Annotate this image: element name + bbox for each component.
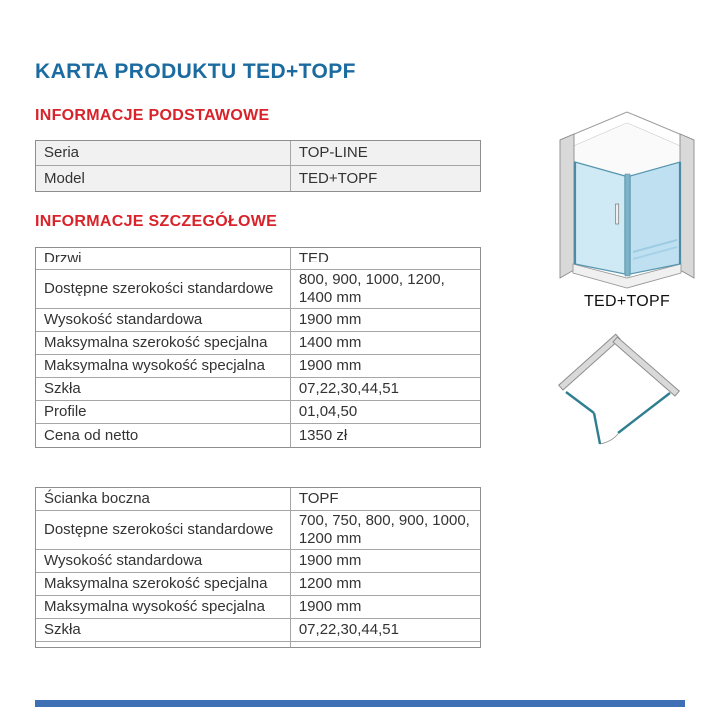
row-value: 1900 mm	[298, 598, 362, 615]
row-value: 07,22,30,44,51	[298, 380, 399, 397]
row-value: 07,22,30,44,51	[298, 621, 399, 638]
row-label: Maksymalna wysokość specjalna	[36, 355, 291, 377]
door-details-table	[35, 247, 481, 448]
table-row	[36, 332, 480, 355]
side-wall-details-table	[35, 487, 481, 648]
row-label: Model	[36, 166, 291, 191]
table-header-row	[36, 488, 480, 511]
row-value: 800, 900, 1000, 1200, 1400 mm	[298, 271, 445, 306]
table-row	[36, 378, 480, 401]
row-label: Maksymalna szerokość specjalna	[36, 332, 291, 354]
row-label: Maksymalna wysokość specjalna	[36, 596, 291, 618]
row-label: Wysokość standardowa	[36, 550, 291, 572]
header-value-text: TED	[298, 250, 329, 262]
page-title: KARTA PRODUKTU TED+TOPF	[35, 60, 356, 83]
row-value: 1200 mm	[298, 575, 362, 592]
shower-enclosure-isometric-figure	[553, 106, 701, 290]
door-handle-icon	[616, 204, 619, 224]
row-label: Seria	[36, 141, 291, 165]
footer-divider-bar	[35, 700, 685, 707]
table-row	[36, 596, 480, 619]
table-header-row	[36, 248, 480, 270]
header-label	[36, 248, 291, 269]
row-value: 01,04,50	[298, 403, 358, 420]
row-label: Szkła	[36, 378, 291, 400]
row-value: 1350 zł	[298, 426, 348, 444]
row-value: 1400 mm	[298, 334, 362, 351]
table-row	[36, 309, 480, 332]
table-row	[36, 619, 480, 642]
table-row	[36, 573, 480, 596]
table-row	[36, 511, 480, 550]
table-row	[36, 355, 480, 378]
row-label: Wysokość standardowa	[36, 309, 291, 331]
shower-enclosure-topview-icon	[553, 330, 701, 480]
shower-enclosure-topview-figure	[553, 330, 701, 480]
row-value: 1900 mm	[298, 357, 362, 374]
table-row	[36, 424, 480, 447]
section-heading-basic-info: INFORMACJE PODSTAWOWE	[35, 107, 270, 124]
row-value: 1900 mm	[298, 552, 362, 569]
row-label: Profile	[36, 401, 291, 423]
basic-info-table	[35, 140, 481, 192]
row-label: Cena od netto	[36, 424, 291, 447]
row-value: 1900 mm	[298, 311, 362, 328]
table-row	[36, 141, 480, 166]
table-row	[36, 401, 480, 424]
table-row-clipped	[36, 642, 480, 647]
figure-caption: TED+TOPF	[583, 293, 671, 310]
row-label: Maksymalna szerokość specjalna	[36, 573, 291, 595]
header-label: Ścianka boczna	[36, 488, 291, 510]
table-row	[36, 550, 480, 573]
row-label: Dostępne szerokości standardowe	[36, 270, 291, 308]
row-value: TOP-LINE	[298, 144, 368, 161]
shower-enclosure-3d-icon	[553, 106, 701, 290]
row-value: TED+TOPF	[298, 169, 378, 187]
row-label: Szkła	[36, 619, 291, 641]
table-row	[36, 166, 480, 191]
section-heading-details: INFORMACJE SZCZEGÓŁOWE	[35, 213, 278, 230]
row-label: Dostępne szerokości standardowe	[36, 511, 291, 549]
header-value	[291, 248, 480, 269]
header-label-text: Drzwi	[44, 250, 82, 262]
table-row	[36, 270, 480, 309]
header-value: TOPF	[298, 490, 339, 507]
row-value: 700, 750, 800, 900, 1000, 1200 mm	[298, 512, 470, 547]
